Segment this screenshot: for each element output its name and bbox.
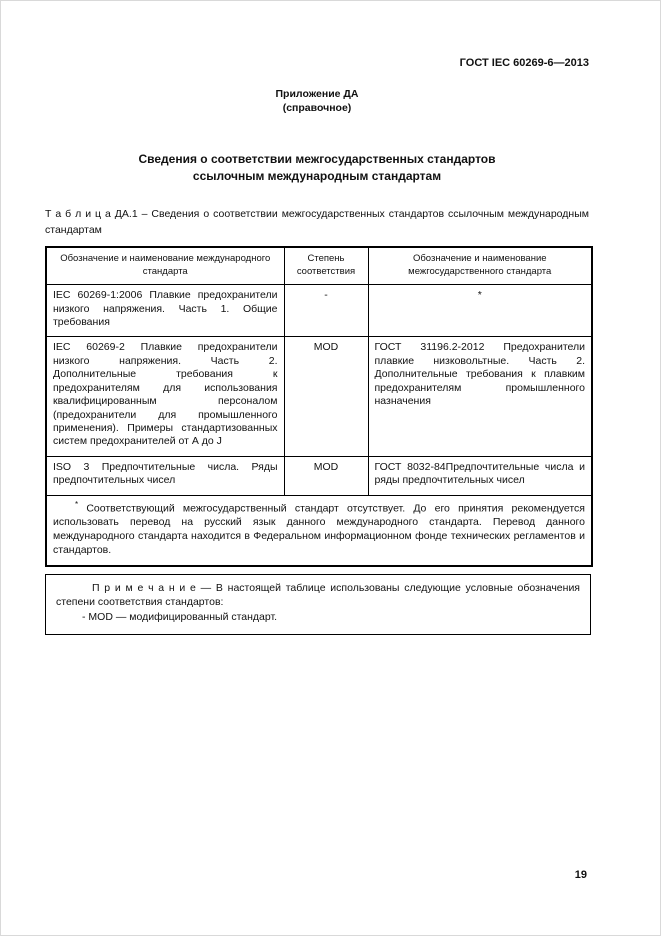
note-item-mod: - MOD — модифицированный стандарт. [82, 611, 278, 624]
correspondence-table [45, 246, 593, 566]
page-title-line1: Сведения о соответствии межгосударственных стандартов [138, 152, 496, 167]
cell-degree: MOD [284, 456, 368, 495]
document-header: ГОСТ IEC 60269-6—2013 [459, 57, 589, 69]
cell-interstate-standard: * [368, 285, 592, 337]
annex-title: Приложение ДА [275, 88, 359, 100]
header-row [46, 247, 592, 284]
footnote-row [46, 495, 592, 565]
cell-degree: MOD [284, 337, 368, 457]
table-footnote [53, 500, 585, 558]
table-row [46, 285, 592, 337]
footnote-cell [46, 495, 592, 565]
table-head [46, 247, 592, 284]
table-row [46, 456, 592, 495]
cell-degree: - [284, 285, 368, 337]
footnote-text: Соответствующий межгосударственный стандарт отсутствует. До его принятия рекомендуется использовать перевод на русский язык данного международного стандарта. Перевод данного международного стандарта находится в Федеральном информационном фонде технических регламентов и стандартов. [53, 502, 585, 556]
note-text: П р и м е ч а н и е — В настоящей таблице использованы следующие условные обозначения степени соответствия стандартов: [56, 581, 580, 609]
cell-interstate-standard: ГОСТ 8032-84Предпочтительные числа и ряды предпочтительных чисел [368, 456, 592, 495]
cell-interstate-standard: ГОСТ 31196.2-2012 Предохранители плавкие низковольтные. Часть 2. Дополнительные требования к плавким предохранителям промышленного назначения [368, 337, 592, 457]
cell-international-standard: ISO 3 Предпочтительные числа. Ряды предпочтительных чисел [46, 456, 284, 495]
note-box [45, 574, 591, 635]
table-caption: Т а б л и ц а ДА.1 – Сведения о соответствии межгосударственных стандартов ссылочным международным стандартам [45, 207, 589, 236]
footnote-marker: * [75, 499, 79, 509]
annex-heading [45, 87, 589, 115]
column-header-degree: Степень соответствия [284, 247, 368, 284]
table-row [46, 337, 592, 457]
annex-subtitle: (справочное) [282, 102, 352, 115]
column-header-interstate-standard: Обозначение и наименование межгосударственного стандарта [368, 247, 592, 284]
page-title [45, 151, 589, 185]
column-header-international-standard: Обозначение и наименование международного стандарта [46, 247, 284, 284]
table-body [46, 285, 592, 566]
page-title-line2: ссылочным международным стандартам [192, 169, 442, 184]
cell-international-standard: IEC 60269-2 Плавкие предохранители низкого напряжения. Часть 2. Дополнительные требования к предохранителям для использования квалифицированным персоналом (предохранители для промышленного применения). Примеры стандартизованных систем предохранителей от А до J [46, 337, 284, 457]
cell-international-standard: IEC 60269-1:2006 Плавкие предохранители низкого напряжения. Часть 1. Общие требования [46, 285, 284, 337]
page-number: 19 [574, 869, 587, 881]
